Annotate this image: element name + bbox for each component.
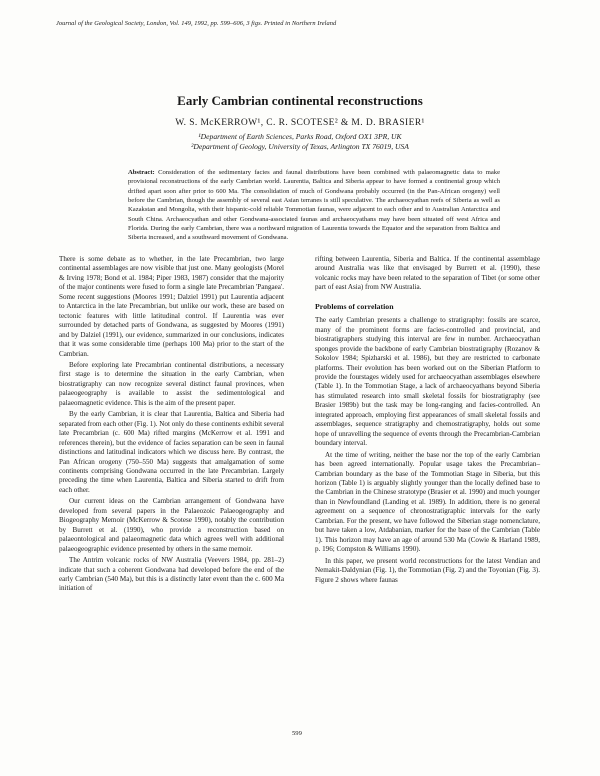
- section-paragraph: The early Cambrian presents a challenge to stratigraphy: fossils are scarce, many of the prominent forms are facies-controlled and provincial, and biostratigraphers studying this interval are few in number. Archaeocyathan sponges provide the backbone of early Cambrian biostratigraphy (Rozanov & Sokolov 1984; Spizharski et al. 1986), but they are restricted to carbonate platforms. Their evolution has been worked out on the Siberian Platform to provide the fourstages widely used for archaeocyathan assemblages elsewhere (Table 1). In the Tommotian Stage, a lack of archaeocyathans beyond Siberia has stimulated research into small skeletal fossils for biostratigraphy (see Brasier 1989b) but the task may be long-ranging and facies-controlled. An integrated approach, employing first appearances of small skeletal fossils and assemblages, sequence stratigraphy and chemostratigraphy, holds out some hope of unravelling the sequence of events through the Precambrian-Cambrian boundary interval.: [315, 316, 540, 448]
- body-paragraph: There is some debate as to whether, in the late Precambrian, two large continental assemblages are now visible that just one. Many geologists (Morel & Irving 1978; Bond et al. 1984; Piper 1983, 1987) consider that the majority of the major continents were fused to form a single late Precambrian 'Pangaea'. Some recent suggestions (Moores 1991; Dalziel 1991) put Laurentia adjacent to Antarctica in the late Precambrian, but unlike our work, these are based on tectonic features with little latitudinal control. If Laurentia was ever surrounded by detached parts of Gondwana, as suggested by Moores (1991) and by Dalziel (1991), our evidence, summarized in our conclusions, indicates that it was some considerable time (perhaps 100 Ma) prior to the start of the Cambrian.: [59, 255, 284, 358]
- section-paragraph: In this paper, we present world reconstructions for the latest Vendian and Nemakit-Daldynian (Fig. 1), the Tommotian (Fig. 2) and the Toyonian (Fig. 3). Figure 2 shows where faunas: [315, 556, 540, 584]
- running-head: Journal of the Geological Society, London, Vol. 149, 1992, pp. 599–606, 3 figs. Printed in Northern Ireland: [56, 20, 337, 27]
- abstract-text: Consideration of the sedimentary facies and faunal distributions have been combined with palaeomagnetic data to make provisional reconstructions of the early Cambrian world. Laurentia, Baltica and Siberia appear to have formed a continental group which drifted apart soon after prior to 600 Ma. The consolidation of much of Gondwana probably occurred (in the Pan-African orogeny) well before the Cambrian, though the assembly of several east Asian terranes is still speculative. The archaeocyathan reefs of Siberia as well as Kazakstan and Mongolia, with their hispanic-cold reliable Tommotian faunas, were adjacent to each other and to Australian Antarctica and South China. Archaeocyathan and other Gondwana-associated faunas and archaeocyathans may have been situated off west Africa and Florida. During the early Cambrian, there was a northward migration of Laurentia towards the Equator and the separation from Baltica and Siberia increased, and a southward movement of Gondwana.: [128, 169, 501, 242]
- abstract-label: Abstract:: [128, 169, 155, 176]
- body-paragraph: By the early Cambrian, it is clear that Laurentia, Baltica and Siberia had separated from each other (Fig. 1). Not only do these continents exhibit several late Precambrian (c. 600 Ma) rifted margins (McKerrow et al. 1991 and references therein), but the evidence of facies separation can be seen in faunal distinctions and latitudinal indicators which we discuss here. By contrast, the Pan African orogeny (750–550 Ma) suggests that amalgamation of some continents comprising Gondwana occurred in the late Precambrian. Largely preceding the time when Laurentia, Baltica and Siberia started to drift from each other.: [59, 410, 284, 494]
- section-paragraph: At the time of writing, neither the base nor the top of the early Cambrian has been agreed internationally. Popular usage takes the Precambrian–Cambrian boundary as the base of the Tommotian Stage in Siberia, but this horizon (Table 1) is arguably slightly younger than the locally defined base to the Cambrian in the Chinese stratotype (Brasier et al. 1990) and much younger than in Newfoundland (Landing et al. 1989). In addition, there is no general agreement on a sequence of chronostratigraphic intervals for the early Cambrian. For the present, we have followed the Siberian stage nomenclature, but have taken a low, Atdabanian, marker for the base of the Cambrian (Table 1). This horizon may have an age of around 530 Ma (Cowie & Harland 1989, p. 196; Compston & Williams 1990).: [315, 450, 540, 554]
- body-paragraph: The Antrim volcanic rocks of NW Australia (Veevers 1984, pp. 281–2) indicate that such a coherent Gondwana had developed before the end of the early Cambrian (540 Ma), but this is a distinctly later event than the c. 600 Ma initiation of: [59, 556, 284, 593]
- right-column: [315, 255, 540, 587]
- body-paragraph: Our current ideas on the Cambrian arrangement of Gondwana have developed from several papers in the Palaeozoic Palaeogeography and Biogeography Memoir (McKerrow & Scotese 1990), notably the contribution by Burrett et al. (1990), who provide a reconstruction based on palaeontological and palaeomagnetic data which agrees well with additional palaeogeographic evidence presented by others in the same memoir.: [59, 497, 284, 553]
- affiliation-texas: ²Department of Geology, University of Texas, Arlington TX 76019, USA: [191, 142, 409, 151]
- page-number: 599: [292, 730, 302, 737]
- author-list: W. S. McKERROW¹, C. R. SCOTESE² & M. D. BRASIER¹: [175, 118, 425, 128]
- body-paragraph: Before exploring late Precambrian continental distributions, a necessary first stage is to determine the situation in the early Cambrian, when biostratigraphy can now recognize several distinct faunal provinces, when palaeogeography is available to assist the sedimentological and palaeomagnetic evidence. This is the aim of the present paper.: [59, 360, 284, 407]
- left-column: [59, 255, 284, 596]
- body-paragraph: rifting between Laurentia, Siberia and Baltica. If the continental assemblage around Australia was like that envisaged by Burrett et al. (1990), these volcanic rocks may have been related to the separation of Tibet (or some other part of east Asia) from NW Australia.: [315, 255, 540, 292]
- abstract: [128, 168, 500, 243]
- article-title: Early Cambrian continental reconstructions: [177, 93, 423, 108]
- section-heading: Problems of correlation: [315, 301, 394, 311]
- affiliation-oxford: ¹Department of Earth Sciences, Parks Road, Oxford OX1 3PR, UK: [198, 132, 402, 141]
